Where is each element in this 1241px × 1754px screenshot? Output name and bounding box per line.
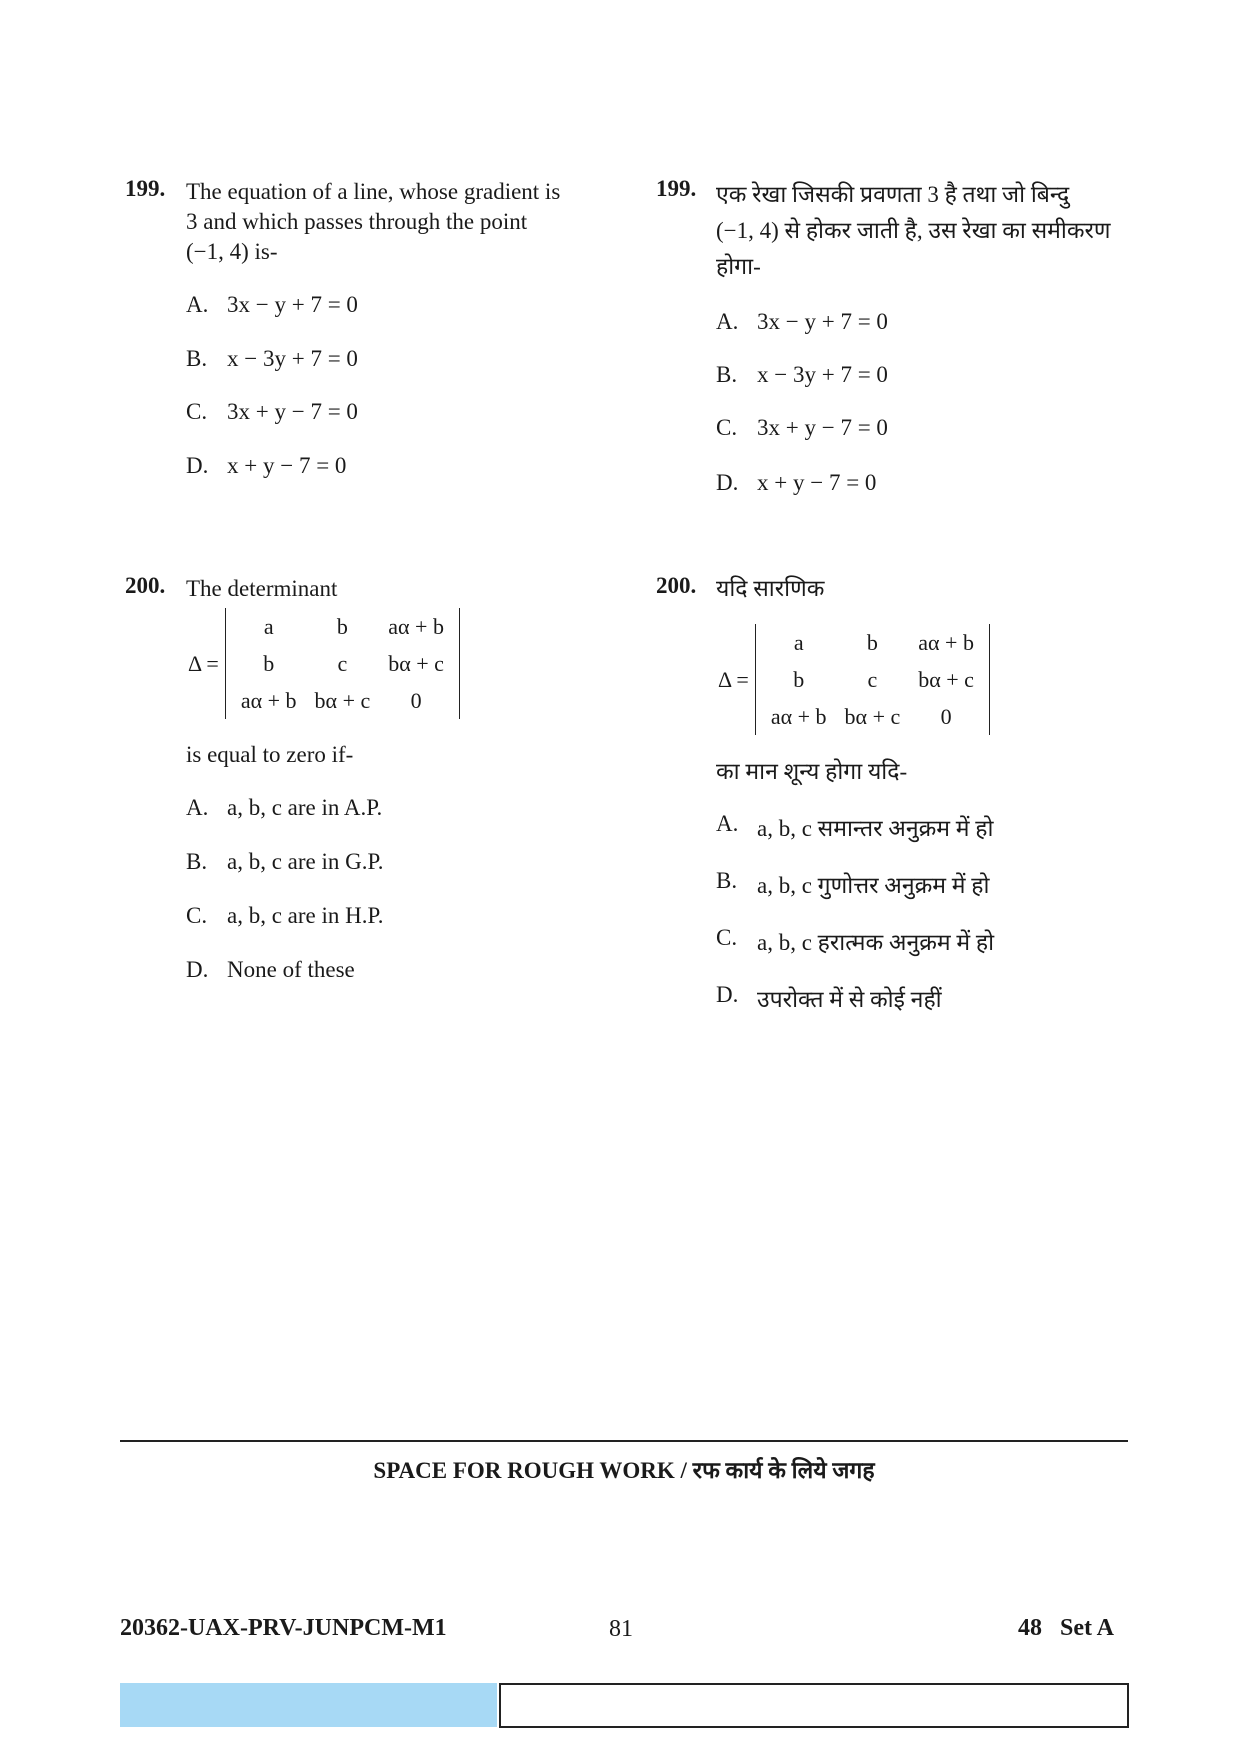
footer-blue-bar	[120, 1683, 497, 1727]
delta-symbol: Δ =	[188, 650, 219, 676]
determinant-matrix	[755, 624, 990, 735]
option-a: A. a, b, c are in A.P.	[186, 795, 383, 820]
question-text: एक रेखा जिसकी प्रवणता 3 है तथा जो बिन्दु (−1, 4) से होकर जाती है, उस रेखा का समीकरण होगा-	[716, 182, 1111, 279]
determinant	[718, 624, 990, 735]
question-number: 199.	[125, 176, 166, 201]
option-d: D. x + y − 7 = 0	[716, 470, 877, 495]
det-cell: a	[793, 629, 804, 655]
determinant-matrix	[225, 608, 460, 719]
det-cell: bα + c	[918, 666, 974, 692]
option-a: A. 3x − y + 7 = 0	[716, 309, 888, 334]
det-cell: a	[263, 613, 274, 639]
option-c: C. a, b, c are in H.P.	[186, 903, 384, 928]
option-b: B. a, b, c are in G.P.	[186, 849, 384, 874]
det-cell: bα + c	[388, 650, 444, 676]
set-label: 48 Set A	[1018, 1615, 1114, 1641]
det-cell: aα + b	[918, 629, 974, 655]
question-after: is equal to zero if-	[186, 742, 354, 767]
det-cell: bα + c	[314, 687, 371, 713]
det-cell: b	[336, 613, 348, 639]
footer-box	[499, 1683, 1129, 1728]
question-number: 199.	[656, 176, 697, 201]
det-cell: b	[263, 650, 275, 676]
delta-symbol: Δ =	[718, 666, 749, 692]
rough-work-heading: SPACE FOR ROUGH WORK / रफ कार्य के लिये जगह	[373, 1458, 875, 1483]
option-c: C. 3x + y − 7 = 0	[186, 399, 358, 424]
det-cell: bα + c	[844, 703, 901, 729]
option-b: B. x − 3y + 7 = 0	[716, 362, 888, 387]
option-d: D. None of these	[186, 957, 355, 982]
question-after: का मान शून्य होगा यदि-	[716, 759, 908, 784]
paper-code: 20362-UAX-PRV-JUNPCM-M1	[120, 1615, 447, 1641]
option-a: A. 3x − y + 7 = 0	[186, 292, 358, 317]
rough-work-divider	[120, 1440, 1128, 1442]
det-cell: aα + b	[388, 613, 444, 639]
det-cell: b	[793, 666, 805, 692]
option-a: A. a, b, c समान्तर अनुक्रम में हो	[716, 811, 994, 841]
det-cell: 0	[940, 703, 952, 729]
det-cell: aα + b	[770, 703, 827, 729]
question-intro: The determinant	[186, 576, 338, 601]
option-d: D. x + y − 7 = 0	[186, 453, 347, 478]
determinant	[188, 608, 460, 719]
option-b: B. x − 3y + 7 = 0	[186, 346, 358, 371]
det-cell: c	[867, 666, 878, 692]
det-cell: 0	[410, 687, 422, 713]
page-number: 81	[609, 1616, 633, 1642]
det-cell: b	[866, 629, 878, 655]
det-cell: aα + b	[240, 687, 297, 713]
question-text: The equation of a line, whose gradient is 3 and which passes through the point (−1, 4) is-	[186, 179, 561, 264]
question-number: 200.	[125, 573, 166, 598]
det-cell: c	[337, 650, 348, 676]
option-d: D. उपरोक्त में से कोई नहीं	[716, 982, 942, 1012]
option-c: C. 3x + y − 7 = 0	[716, 415, 888, 440]
option-b: B. a, b, c गुणोत्तर अनुक्रम में हो	[716, 868, 990, 898]
option-c: C. a, b, c हरात्मक अनुक्रम में हो	[716, 925, 995, 955]
question-intro: यदि सारणिक	[716, 576, 825, 601]
question-number: 200.	[656, 573, 697, 598]
